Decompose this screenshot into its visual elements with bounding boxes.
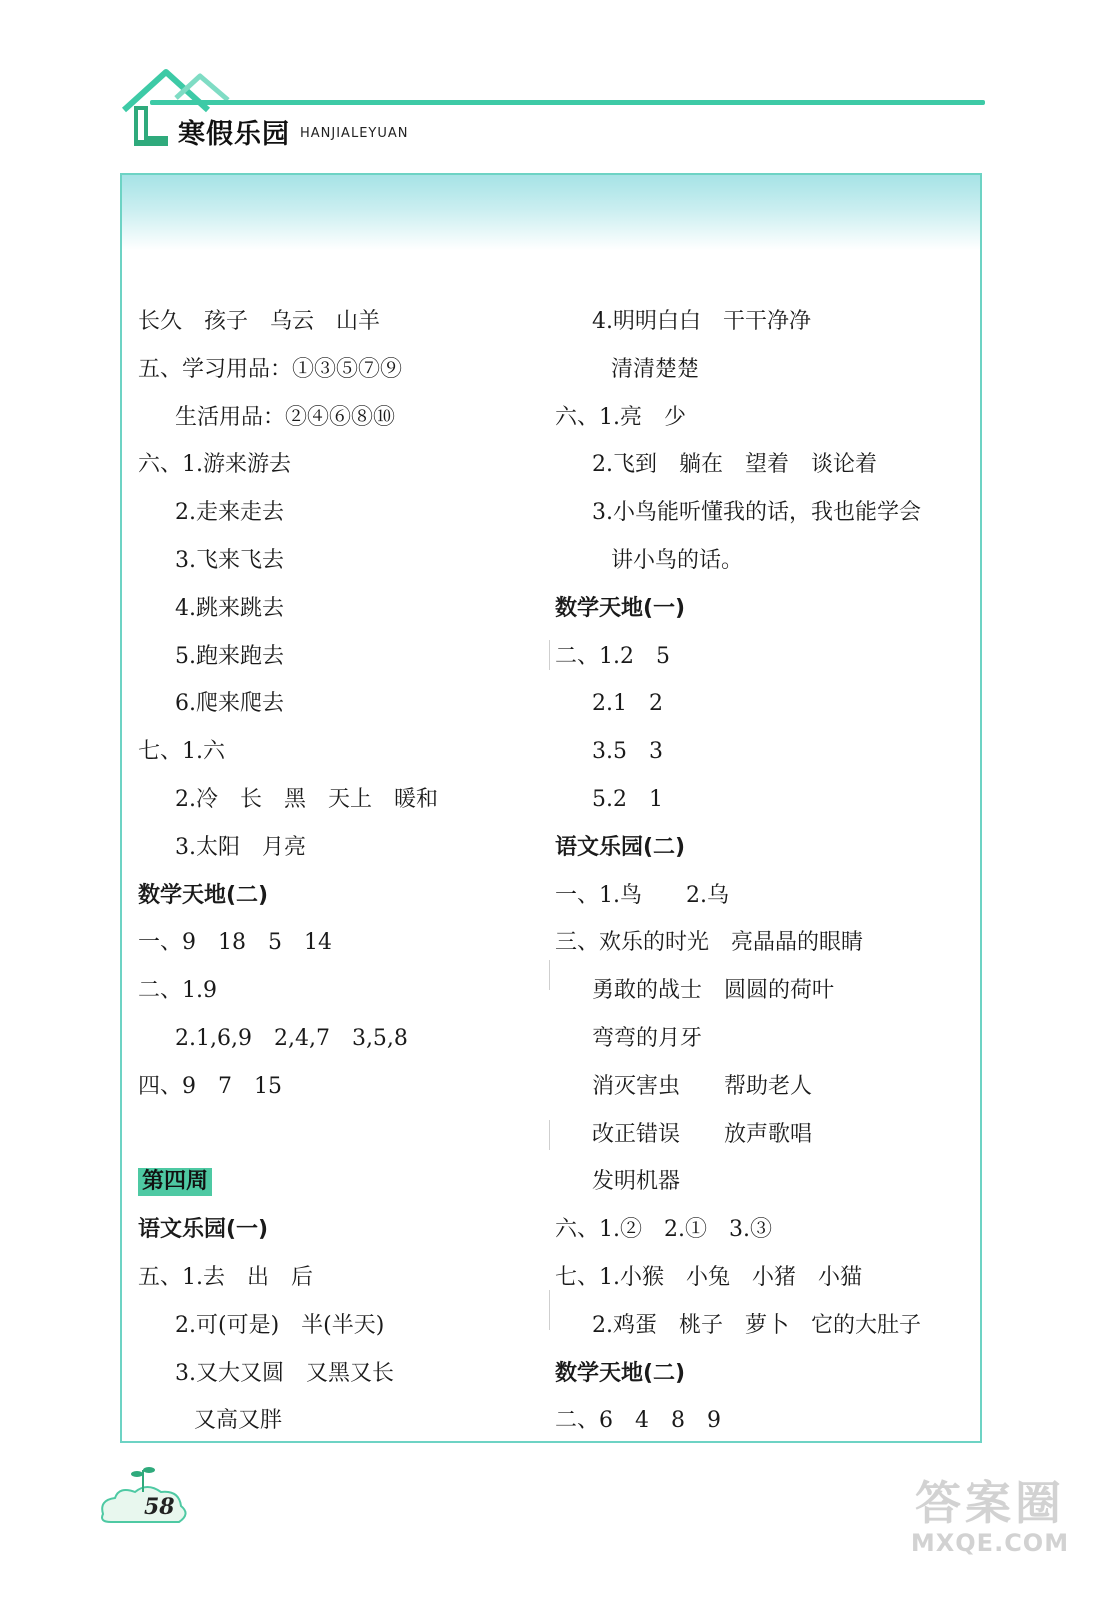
answer-line: 改正错误 放声歌唱 (592, 1121, 813, 1147)
answer-line: 二、1.9 (138, 978, 217, 1004)
answer-line: 5.2 1 (592, 786, 663, 812)
answer-line: 二、6 4 8 9 (555, 1408, 721, 1434)
answer-line: 三、欢乐的时光 亮晶晶的眼睛 (555, 930, 864, 956)
answer-line: 消灭害虫 帮助老人 (592, 1073, 813, 1099)
answer-line: 2.走来走去 (175, 500, 284, 526)
brand-subtitle: HANJIALEYUAN (300, 126, 409, 141)
answer-line: 五、学习用品：①③⑤⑦⑨ (138, 356, 403, 382)
answer-line: 六、1.亮 少 (555, 404, 686, 430)
left-answer-column (138, 298, 538, 1445)
brand-title: 寒假乐园 (178, 119, 290, 150)
answer-line: 4.跳来跳去 (175, 595, 284, 621)
watermark-cn: 答案圈 (915, 1476, 1065, 1530)
answer-line: 弯弯的月牙 (592, 1025, 703, 1051)
watermark (905, 1478, 1075, 1558)
answer-line: 七、1.小猴 小兔 小猪 小猫 (555, 1264, 862, 1290)
page-number: 58 (144, 1494, 175, 1520)
answer-line: 3.小鸟能听懂我的话，我也能学会 (592, 500, 921, 526)
answer-line: 2.飞到 躺在 望着 谈论着 (592, 452, 877, 478)
answer-line: 2.鸡蛋 桃子 萝卜 它的大肚子 (592, 1312, 921, 1338)
right-answer-column (555, 298, 985, 1445)
week-title: 第四周 (138, 1168, 212, 1196)
answer-line: 一、9 18 5 14 (138, 930, 332, 956)
answer-line: 2.1 2 (592, 691, 663, 717)
section-heading: 语文乐园(二) (555, 834, 686, 860)
section-heading: 数学天地(一) (555, 595, 686, 621)
answer-line: 讲小鸟的话。 (611, 547, 744, 573)
answer-line: 长久 孩子 乌云 山羊 (138, 309, 381, 334)
column-divider (549, 1290, 550, 1330)
page-header (0, 0, 1100, 160)
column-divider (549, 1120, 550, 1150)
answer-line: 4.明明白白 干干净净 (592, 309, 811, 334)
column-divider (549, 640, 550, 670)
answer-line: 四、9 7 15 (138, 1073, 282, 1099)
answer-line: 2.1,6,9 2,4,7 3,5,8 (175, 1025, 408, 1051)
answer-line: 3.又大又圆 又黑又长 (175, 1360, 394, 1386)
answer-line: 一、1.鸟 2.乌 (555, 882, 729, 908)
section-heading: 语文乐园(一) (138, 1217, 269, 1243)
panel-top-band (122, 175, 980, 250)
answer-line: 又高又胖 (194, 1408, 283, 1434)
watermark-en: MXQE.COM (910, 1529, 1070, 1557)
section-heading: 数学天地(二) (138, 882, 269, 908)
answer-line: 生活用品：②④⑥⑧⑩ (175, 404, 396, 430)
answer-line: 3.太阳 月亮 (175, 834, 306, 860)
section-heading: 数学天地(二) (555, 1360, 686, 1386)
answer-line: 6.爬来爬去 (175, 691, 284, 717)
blank-line (138, 1111, 538, 1159)
header-rule (150, 100, 985, 105)
answer-line: 清清楚楚 (611, 356, 700, 382)
answer-line: 2.冷 长 黑 天上 暖和 (175, 786, 438, 812)
answer-line: 发明机器 (592, 1169, 681, 1195)
answer-line: 2.可(可是) 半(半天) (175, 1312, 385, 1338)
answer-line: 3.飞来飞去 (175, 547, 284, 573)
answer-line: 七、1.六 (138, 739, 225, 765)
answer-line: 六、1.游来游去 (138, 452, 291, 478)
week-heading (138, 1158, 538, 1206)
answer-line: 六、1.② 2.① 3.③ (555, 1217, 772, 1243)
answer-line: 3.5 3 (592, 739, 663, 765)
answer-line: 五、1.去 出 后 (138, 1264, 313, 1290)
answer-line: 5.跑来跑去 (175, 643, 284, 669)
column-divider (549, 960, 550, 990)
answer-line: 二、1.2 5 (555, 643, 670, 669)
answer-line: 勇敢的战士 圆圆的荷叶 (592, 978, 835, 1004)
